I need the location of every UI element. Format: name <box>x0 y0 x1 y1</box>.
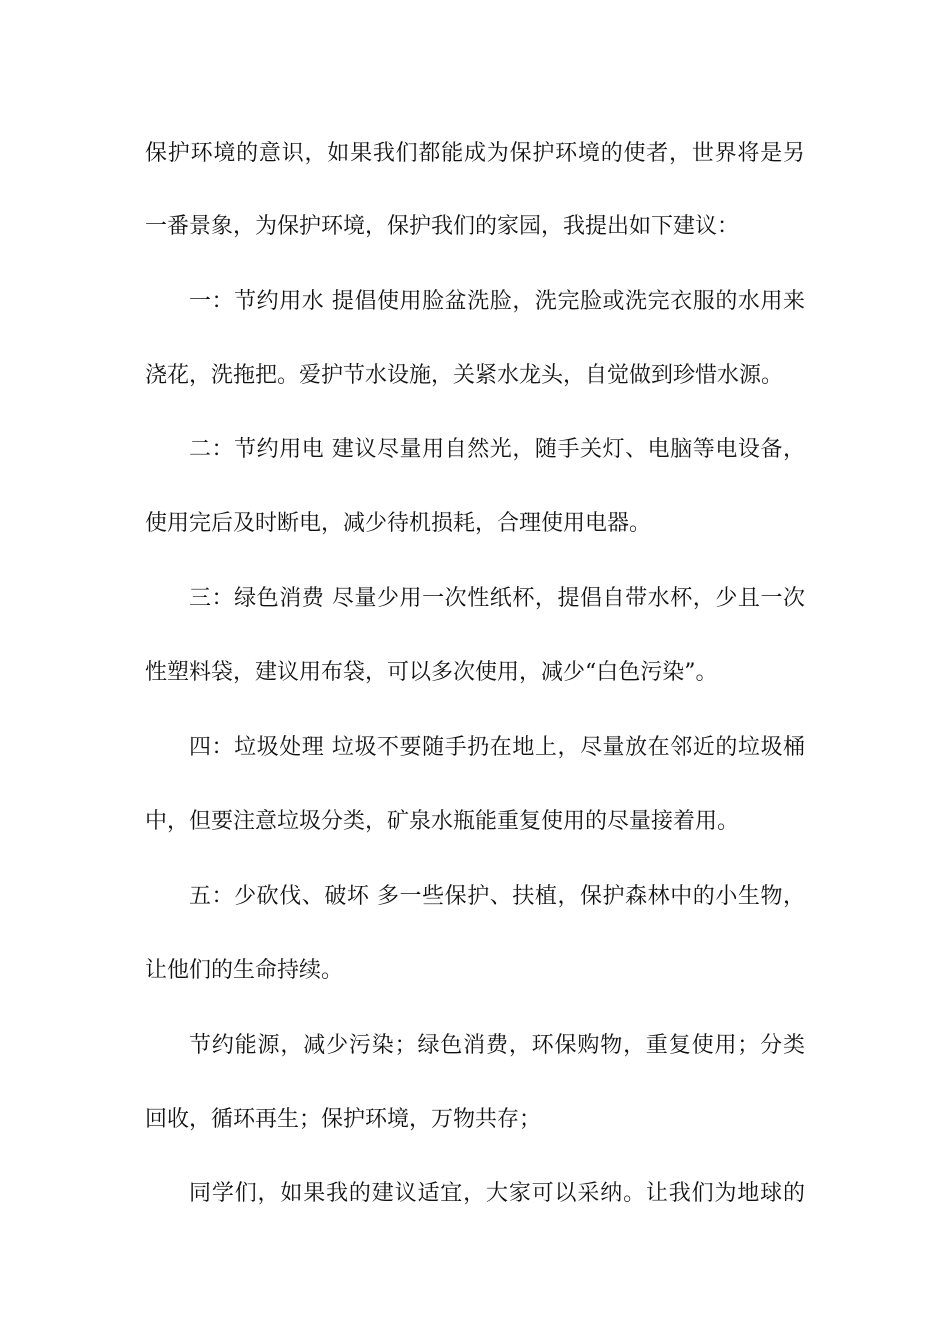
paragraph-line: 同学们，如果我的建议适宜，大家可以采纳。让我们为地球的 <box>189 1181 805 1206</box>
paragraph-line: 中，但要注意垃圾分类，矿泉水瓶能重复使用的尽量接着用。 <box>145 809 740 834</box>
paragraph-line: 回收，循环再生；保护环境，万物共存； <box>145 1107 542 1132</box>
paragraph-line: 三：绿色消费 尽量少用一次性纸杯，提倡自带水杯，少且一次 <box>189 586 805 611</box>
paragraph-line: 保护环境的意识，如果我们都能成为保护环境的使者，世界将是另 <box>145 141 805 166</box>
paragraph-line: 一番景象，为保护环境，保护我们的家园，我提出如下建议： <box>145 214 740 239</box>
paragraph-line: 性塑料袋，建议用布袋，可以多次使用，减少“白色污染”。 <box>145 660 718 685</box>
paragraph-line: 节约能源，减少污染；绿色消费，环保购物，重复使用；分类 <box>189 1033 805 1058</box>
paragraph-line: 让他们的生命持续。 <box>145 958 344 983</box>
paragraph-line: 一：节约用水 提倡使用脸盆洗脸，洗完脸或洗完衣服的水用来 <box>189 289 805 314</box>
paragraph-line: 使用完后及时断电，减少待机损耗，合理使用电器。 <box>145 511 652 536</box>
paragraph-line: 二：节约用电 建议尽量用自然光，随手关灯、电脑等电设备， <box>189 437 805 462</box>
paragraph-line: 浇花，洗拖把。爱护节水设施，关紧水龙头，自觉做到珍惜水源。 <box>145 363 784 388</box>
paragraph-line: 四：垃圾处理 垃圾不要随手扔在地上，尽量放在邻近的垃圾桶 <box>189 735 805 760</box>
paragraph-line: 五：少砍伐、破坏 多一些保护、扶植，保护森林中的小生物， <box>189 884 805 909</box>
